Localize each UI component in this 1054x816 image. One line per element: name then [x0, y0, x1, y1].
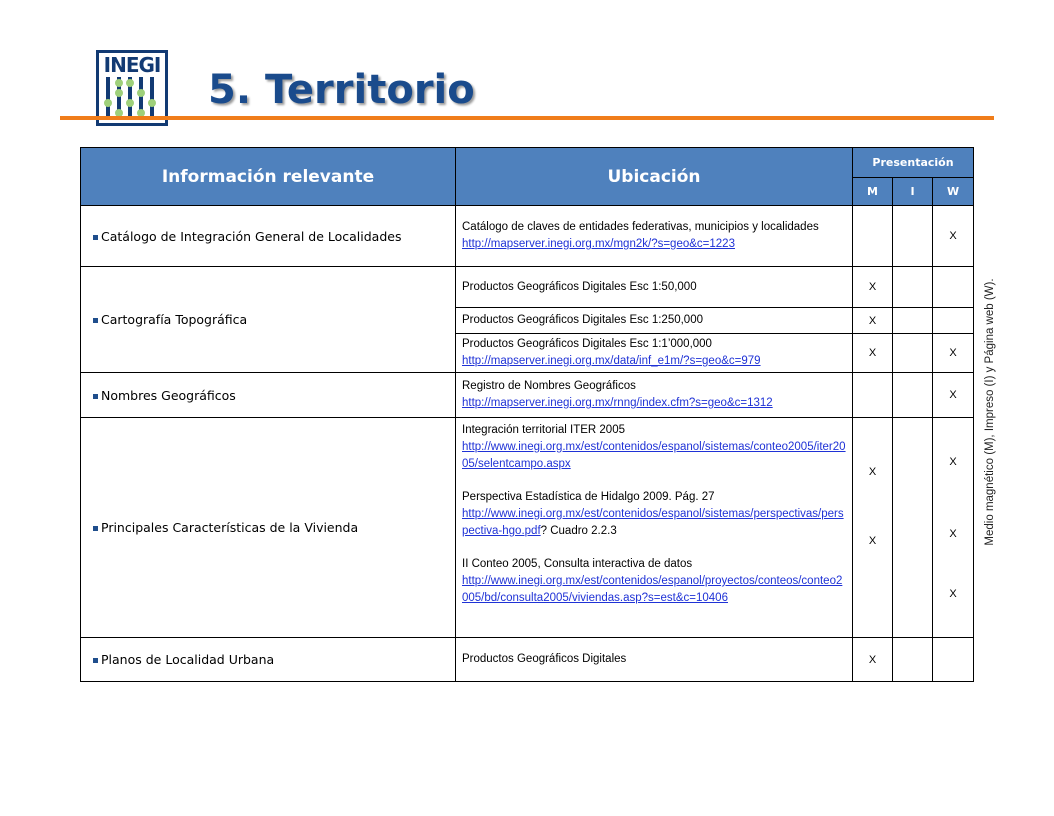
mark-m: X X [853, 418, 893, 638]
mark-m [853, 373, 893, 418]
logo-text: INEGI [103, 53, 161, 77]
abacus-icon [103, 77, 163, 119]
bullet-icon [93, 235, 98, 240]
info-cell: Principales Características de la Vivienda [81, 418, 456, 638]
info-cell: Cartografía Topográfica [81, 267, 456, 373]
mark-i [893, 638, 933, 682]
bullet-icon [93, 526, 98, 531]
bullet-icon [93, 318, 98, 323]
header-m: M [853, 178, 893, 206]
mark-i [893, 373, 933, 418]
location-cell: Productos Geográficos Digitales Esc 1:50,000 [456, 267, 853, 308]
location-link[interactable]: http://mapserver.inegi.org.mx/rnng/index.cfm?s=geo&c=1312 [462, 397, 773, 409]
mark-i [893, 418, 933, 638]
location-cell: Productos Geográficos Digitales Esc 1:1’000,000 http://mapserver.inegi.org.mx/data/inf_e1m/?s=geo&c=979 [456, 334, 853, 373]
page-title: 5. Territorio [208, 67, 475, 113]
location-cell: Productos Geográficos Digitales [456, 638, 853, 682]
territory-table [80, 147, 974, 682]
mark-w: X [933, 334, 974, 373]
mark-w: X [933, 373, 974, 418]
mark-m: X [853, 308, 893, 334]
mark-i [893, 334, 933, 373]
info-cell: Catálogo de Integración General de Localidades [81, 206, 456, 267]
header-w: W [933, 178, 974, 206]
mark-m: X [853, 267, 893, 308]
location-link[interactable]: http://www.inegi.org.mx/est/contenidos/espanol/sistemas/conteo2005/iter2005/selentcampo.aspx [462, 441, 846, 470]
mark-i [893, 267, 933, 308]
location-link[interactable]: http://www.inegi.org.mx/est/contenidos/espanol/sistemas/perspectivas/perspectiva-hgo.pdf [462, 508, 844, 537]
title-underline [60, 116, 994, 120]
location-cell: Integración territorial ITER 2005 http://www.inegi.org.mx/est/contenidos/espanol/sistemas/conteo2005/iter2005/selentcampo.aspx Perspectiva Estadística de Hidalgo 2009. Pág. 27 http://www.inegi.org.mx/est/contenidos/espanol/sistemas/perspectivas/perspectiva-hgo.pdf? Cuadro 2.2.3 II Conteo 2005, Consulta interactiva de datos http://www.inegi.org.mx/est/contenidos/espanol/proyectos/conteos/conteo2005/bd/consulta2005/viviendas.asp?s=est&c=10406 [456, 418, 853, 638]
mark-m: X [853, 334, 893, 373]
header-info: Información relevante [81, 148, 456, 206]
header-location: Ubicación [456, 148, 853, 206]
mark-w [933, 267, 974, 308]
table-row [81, 267, 974, 308]
info-cell: Planos de Localidad Urbana [81, 638, 456, 682]
bullet-icon [93, 394, 98, 399]
bullet-icon [93, 658, 98, 663]
mark-i [893, 206, 933, 267]
location-cell: Catálogo de claves de entidades federativas, municipios y localidades http://mapserver.inegi.org.mx/mgn2k/?s=geo&c=1223 [456, 206, 853, 267]
location-link[interactable]: http://mapserver.inegi.org.mx/mgn2k/?s=geo&c=1223 [462, 238, 735, 250]
header-presentation: Presentación [853, 148, 974, 178]
mark-m: X [853, 638, 893, 682]
mark-w [933, 308, 974, 334]
mark-w [933, 638, 974, 682]
location-cell: Productos Geográficos Digitales Esc 1:250,000 [456, 308, 853, 334]
table-row [81, 638, 974, 682]
mark-w: X X X [933, 418, 974, 638]
location-cell: Registro de Nombres Geográficos http://mapserver.inegi.org.mx/rnng/index.cfm?s=geo&c=1312 [456, 373, 853, 418]
mark-w: X [933, 206, 974, 267]
table-row [81, 418, 974, 638]
header-i: I [893, 178, 933, 206]
location-link[interactable]: http://www.inegi.org.mx/est/contenidos/espanol/proyectos/conteos/conteo2005/bd/consulta2005/viviendas.asp?s=est&c=10406 [462, 575, 843, 604]
mark-i [893, 308, 933, 334]
info-cell: Nombres Geográficos [81, 373, 456, 418]
table-row [81, 373, 974, 418]
side-note: Medio magnético (M), Impreso (I) y Página web (W). [984, 278, 996, 546]
table-row [81, 206, 974, 267]
mark-m [853, 206, 893, 267]
location-link[interactable]: http://mapserver.inegi.org.mx/data/inf_e1m/?s=geo&c=979 [462, 355, 761, 367]
inegi-logo [96, 50, 168, 126]
